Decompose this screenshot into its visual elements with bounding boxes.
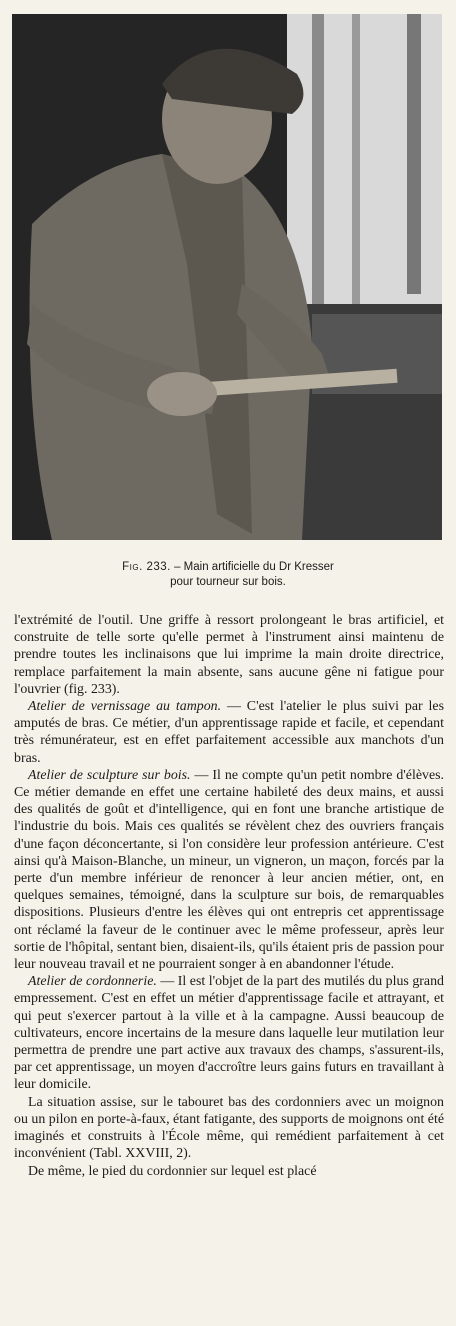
paragraph-heading: Atelier de cordonnerie. xyxy=(28,974,157,990)
paragraph xyxy=(14,1163,444,1180)
figure-photo xyxy=(12,14,442,540)
paragraph-heading: Atelier de sculpture sur bois. xyxy=(28,767,191,783)
paragraph-body: De même, le pied du cordonnier sur lequel est placé xyxy=(28,1163,317,1179)
paragraph xyxy=(14,767,444,973)
paragraph xyxy=(14,1094,444,1163)
photo-illustration xyxy=(12,14,442,540)
caption-title: Main artificielle du Dr Kresser xyxy=(183,561,334,573)
figure-caption xyxy=(0,560,456,590)
paragraph-heading: Atelier de vernissage au tampon. xyxy=(28,699,222,715)
paragraph xyxy=(14,698,444,767)
paragraph-body: — C'est l'atelier le plus suivi par les amputés de bras. Ce métier, d'un apprentissage rapide et facile, et cependant très rémunérateur, est en effet parfaitement accessible aux manchots d'un bras. xyxy=(14,699,444,766)
paragraph xyxy=(14,973,444,1093)
paragraph xyxy=(14,612,444,698)
caption-line-2: pour tourneur sur bois. xyxy=(170,576,286,588)
caption-label: Fig. 233. xyxy=(122,561,171,573)
body-text xyxy=(14,612,444,1180)
paragraph-body: — Il ne compte qu'un petit nombre d'élèves. Ce métier demande en effet une certaine habileté des deux mains, et aussi des qualités de goût et d'intelligence, qui en font une branche artistique de l'industrie du bois. Mais ces qualités se révèlent chez des ouvriers français d'une façon déconcertante, si l'on considère leur profession antérieure. C'est ainsi qu'à Maison-Blanche, un mineur, un vigneron, un maçon, forcés par la perte d'un membre inférieur de renoncer à leur ancien métier, ont, en quelques semaines, témoigné, dans la sculpture sur bois, de remarquables dispositions. Plusieurs d'entre les élèves qui ont entrepris cet apprentissage ont réclamé la faveur de le continuer avec le même professeur, après leur sortie de l'hôpital, sentant bien, disaient-ils, qu'ils étaient pris de passion pour leur nouveau travail et ne pourraient songer à en abandonner l'étude. xyxy=(14,767,444,973)
paragraph-body: — Il est l'objet de la part des mutilés du plus grand empressement. C'est en effet un métier d'apprentissage facile et attrayant, et qui peut s'exercer partout à la ville et à la campagne. Aussi beaucoup de cultivateurs, encore incertains de la mesure dans laquelle leur mutilation leur permettra de prendre une part active aux travaux des champs, s'assurent-ils, par cet apprentissage, un moyen d'accroître leurs gains futurs en travaillant à leur domicile. xyxy=(14,974,444,1093)
paragraph-body: l'extrémité de l'outil. Une griffe à ressort prolongeant le bras artificiel, et construite de telle sorte qu'elle permet à l'instrument ainsi maintenu de prendre toutes les inclinaisons que lui imprime la main droite directrice, remplace parfaitement la main absente, sans aucune gêne ni fatigue pour l'ouvrier (fig. 233). xyxy=(14,613,444,697)
caption-line-1 xyxy=(0,560,456,575)
paragraph-body: La situation assise, sur le tabouret bas des cordonniers avec un moignon ou un pilon en porte-à-faux, étant fatigante, des supports de moignons ont été imaginés et construits à l'École même, qui remédient parfaitement à cet inconvénient (Tabl. XXVIII, 2). xyxy=(14,1094,444,1162)
caption-dash: – xyxy=(170,561,184,573)
